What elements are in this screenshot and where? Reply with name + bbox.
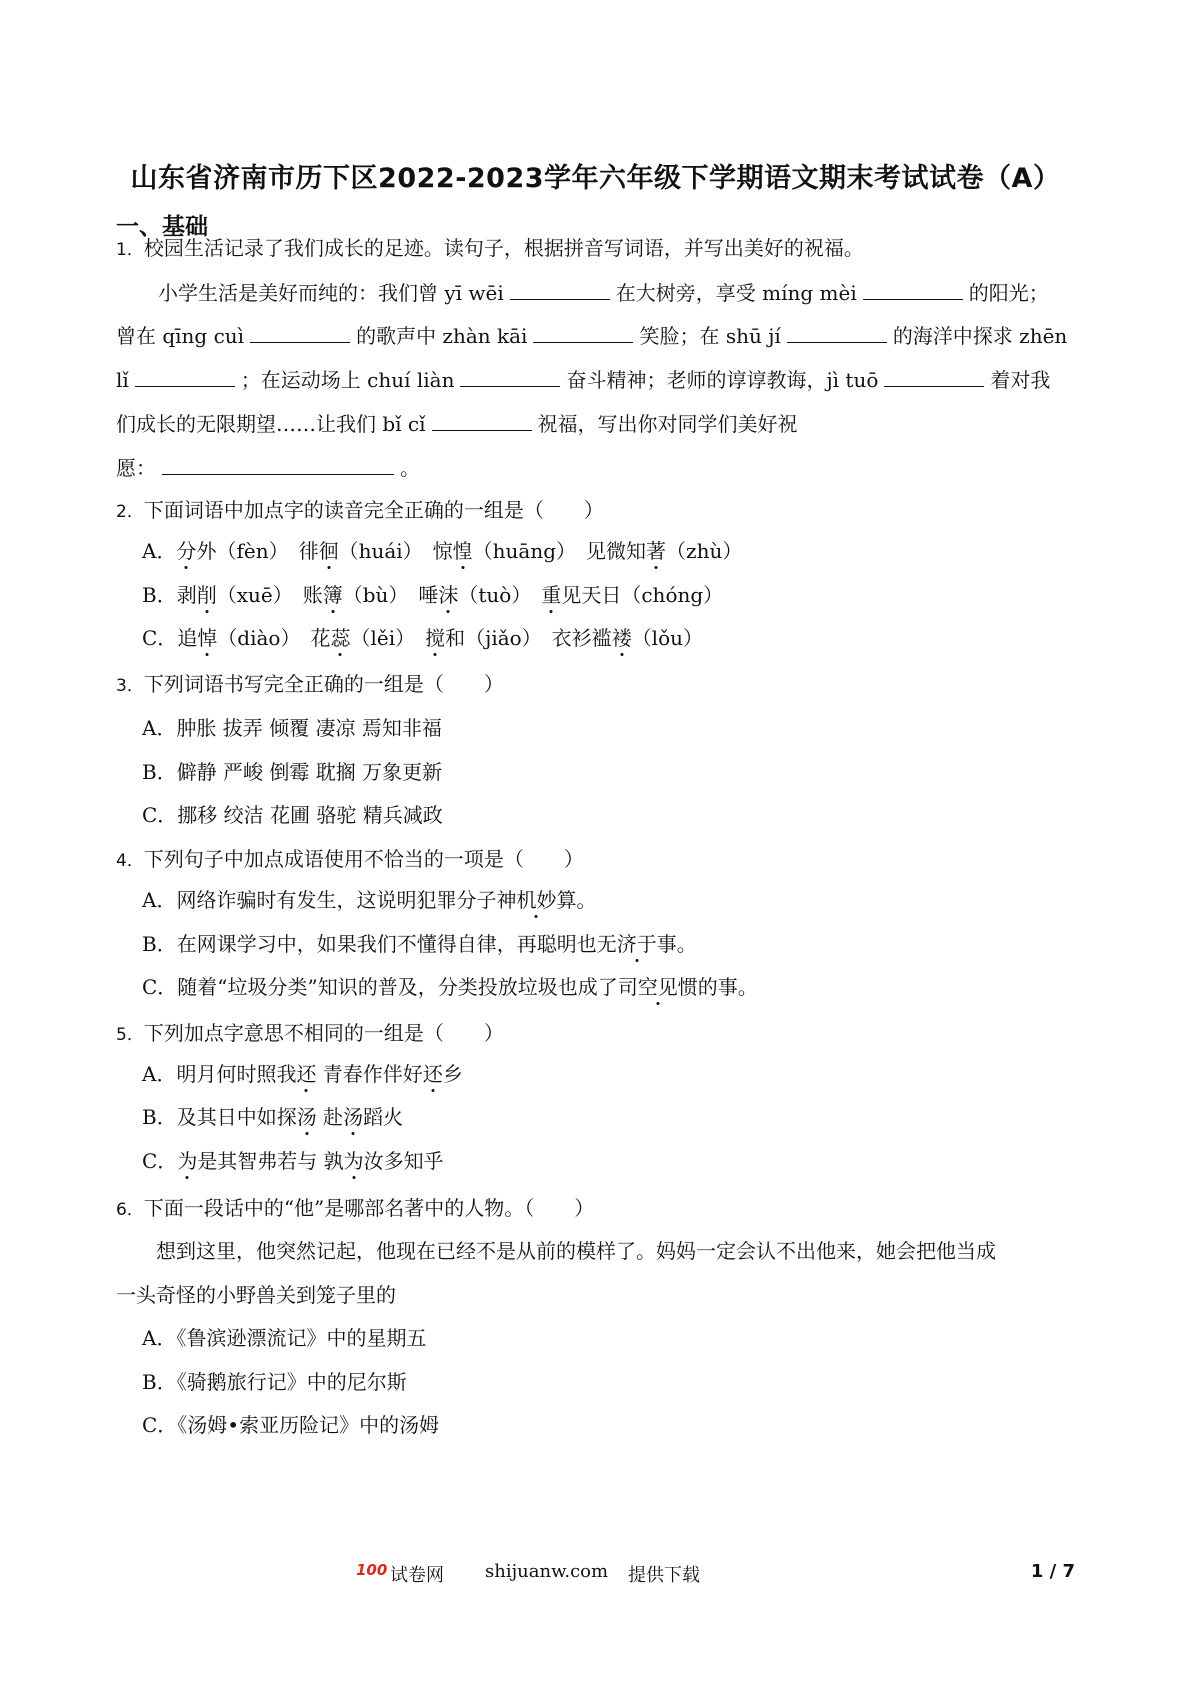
answer-blank[interactable] [884,368,984,387]
question-3-option-a[interactable]: A．肿胀 拔弄 倾覆 凄凉 焉知非福 [142,716,442,740]
answer-blank[interactable] [510,281,610,300]
question-4-option-b[interactable]: B．在网课学习中，如果我们不懂得自律，再聪明也无济于事。 [142,932,697,956]
question-1-stem: 1．校园生活记录了我们成长的足迹。读句子，根据拼音写词语，并写出美好的祝福。 [116,236,864,260]
question-6-stem: 6．下面一段话中的“他”是哪部名著中的人物。（ ） [116,1196,595,1220]
question-5-option-b[interactable]: B．及其日中如探汤 赴汤蹈火 [142,1105,404,1129]
answer-blank[interactable] [787,324,887,343]
question-1-line-4: 们成长的无限期望……让我们 bǐ cǐ 祝福，写出你对同学们美好祝 [116,412,798,436]
question-6-option-b[interactable]: B．《骑鹅旅行记》中的尼尔斯 [142,1370,407,1394]
site-url[interactable]: shijuanw.com [485,1561,609,1582]
question-5-option-c[interactable]: C．为是其智弗若与 孰为汝多知乎 [142,1149,444,1173]
provide-download-text: 提供下载 [628,1565,700,1586]
question-1-line-3: lǐ ；在运动场上 chuí liàn 奋斗精神；老师的谆谆教诲，jì tuō 着对我 [116,368,1051,392]
question-2-stem: 2．下面词语中加点字的读音完全正确的一组是（ ） [116,498,604,522]
section-heading: 一、基础 [116,214,208,240]
question-1-line-5: 愿： 。 [116,456,420,480]
question-6-option-a[interactable]: A．《鲁滨逊漂流记》中的星期五 [142,1326,427,1350]
question-2-option-a[interactable]: A．分外（fèn） 徘徊（huái） 惊惶（huāng） 见微知著（zhù） [142,539,743,563]
answer-blank[interactable] [460,368,560,387]
question-2-option-c[interactable]: C．追悼（diào） 花蕊（lěi） 搅和（jiǎo） 衣衫褴褛（lǒu） [142,626,704,650]
question-5-option-a[interactable]: A．明月何时照我还 青春作伴好还乡 [142,1062,463,1086]
answer-blank[interactable] [432,412,532,431]
question-5-stem: 5．下列加点字意思不相同的一组是（ ） [116,1021,504,1045]
question-6-passage-line-2: 一头奇怪的小野兽关到笼子里的 [116,1283,396,1307]
answer-blank[interactable] [162,456,394,475]
answer-blank[interactable] [533,324,633,343]
site-logo-icon: 100 [356,1561,388,1579]
question-4-stem: 4．下列句子中加点成语使用不恰当的一项是（ ） [116,847,584,871]
question-number: 1． [116,240,144,260]
page-title: 山东省济南市历下区2022-2023学年六年级下学期语文期末考试试卷（A） [130,163,1061,194]
question-6-option-c[interactable]: C．《汤姆•索亚历险记》中的汤姆 [142,1413,440,1437]
answer-blank[interactable] [863,281,963,300]
question-3-option-c[interactable]: C．挪移 绞洁 花圃 骆驼 精兵减政 [142,803,443,827]
answer-blank[interactable] [250,324,350,343]
question-2-option-b[interactable]: B．剥削（xuē） 账簿（bù） 唾沫（tuò） 重见天日（chóng） [142,583,724,607]
question-4-option-a[interactable]: A．网络诈骗时有发生，这说明犯罪分子神机妙算。 [142,888,597,912]
question-1-line-1: 小学生活是美好而纯的：我们曾 yī wēi 在大树旁，享受 míng mèi 的阳光； [158,281,1049,305]
question-6-passage-line-1: 想到这里，他突然记起，他现在已经不是从前的模样了。妈妈一定会认不出他来，她会把他当成 [156,1239,996,1263]
question-1-line-2: 曾在 qīng cuì 的歌声中 zhàn kāi 笑脸；在 shū jí 的海洋中探求 zhēn [116,324,1068,348]
question-4-option-c[interactable]: C．随着“垃圾分类”知识的普及，分类投放垃圾也成了司空见惯的事。 [142,975,758,999]
answer-blank[interactable] [135,368,235,387]
site-logo-text: 试卷网 [390,1565,444,1586]
page-number: 1 / 7 [1030,1561,1075,1582]
question-3-option-b[interactable]: B．僻静 严峻 倒霉 耽搁 万象更新 [142,760,443,784]
question-3-stem: 3．下列词语书写完全正确的一组是（ ） [116,672,504,696]
page-footer [0,1561,1191,1591]
